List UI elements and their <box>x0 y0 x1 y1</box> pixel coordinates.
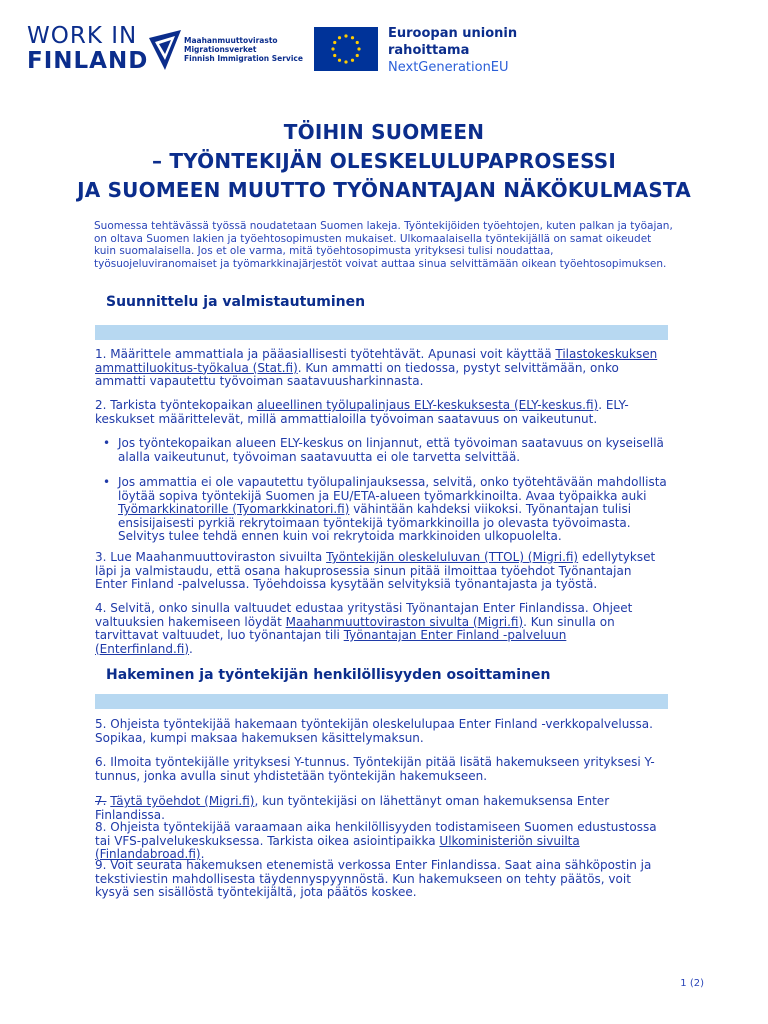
eu-star-icon <box>331 47 334 50</box>
section-heading-planning: Suunnittelu ja valmistautuminen <box>106 294 366 310</box>
eu-line2: rahoittama <box>388 43 470 58</box>
ely-keskus-link[interactable]: alueellinen työlupalinjaus ELY-keskuksesta (ELY-keskus.fi) <box>256 398 599 412</box>
eu-star-icon <box>351 36 354 39</box>
eu-line3: NextGenerationEU <box>388 60 509 75</box>
step-2 <box>95 399 667 426</box>
eu-star-icon <box>351 59 354 62</box>
step-7 <box>95 795 667 822</box>
title-line2: – TYÖNTEKIJÄN OLESKELULUPAPROSESSI <box>151 149 617 173</box>
step-1-text-b: . Kun ammatti on tiedossa, pystyt selvittämään, onko ammatti vapautettu työvoiman saatavuusharkinnasta. <box>95 360 619 388</box>
bullet-1-text: Jos työntekopaikan alueen ELY-keskus on linjannut, että työvoiman saatavuus on kyseisellä alalla vaikeutunut, työvoiman saatavuutta ei ole tarvetta selvittää. <box>118 436 664 464</box>
eu-star-icon <box>333 41 336 44</box>
work-in-finland-logo <box>27 24 148 74</box>
eu-star-icon <box>356 54 359 57</box>
step-3-text-a: 3. Lue Maahanmuuttoviraston sivuilta <box>95 550 327 564</box>
step-4-text-a: 4. Selvitä, onko sinulla valtuudet edustaa yritystäsi Työnantajan Enter Finlandissa. Ohjeet valtuuksien hakemiseen löydät <box>95 601 633 629</box>
step-2-bullet-list <box>95 437 667 554</box>
migri-logo-icon <box>147 28 183 72</box>
migri-line1: Maahanmuuttovirasto <box>184 36 278 45</box>
list-item <box>95 476 667 544</box>
bullet-2-text-b: vähintään kahdeksi viikoksi. Työnantajan tulisi ensisijaisesti pyrkiä rekrytoimaan työntekijä työmarkkinoilla jo olevasta työvoimasta. Selvitys tulee tehdä ennen kuin voi rekrytoida markkinoiden ulkopuolelta. <box>118 502 632 543</box>
page-header <box>0 0 768 100</box>
step-9: 9. Voit seurata hakemuksen etenemistä verkossa Enter Finlandissa. Saat aina sähköpostin ja tekstiviestin mahdollisesta täydennyspyynnöstä. Kun hakemukseen on tehty päätös, voit kysyä sen sisällöstä työntekijältä, jota päätös koskee. <box>95 858 652 899</box>
step-7-number: 7. <box>95 794 107 808</box>
step-4-text-b: . Kun sinulla on tarvittavat valtuudet, luo työnantajan tili <box>95 614 615 642</box>
logo-line1: WORK IN <box>27 23 138 49</box>
step-2-text-a: 2. Tarkista työntekopaikan <box>95 398 257 412</box>
document-title <box>0 118 768 205</box>
step-2-text-b: . ELY-keskukset määrittelevät, millä ammattialoilla työvoiman saatavuus on vaikeutunut. <box>95 398 629 426</box>
eu-star-icon <box>356 41 359 44</box>
migri-line2: Migrationsverket <box>184 45 257 54</box>
step-3 <box>95 551 667 592</box>
migri-line3: Finnish Immigration Service <box>184 54 303 63</box>
bullet-2-text-a: Jos ammattia ei ole vapautettu työlupalinjauksessa, selvitä, onko työtehtävään mahdollista löytää sopiva työntekijä Suomen ja EU/ETA-alueen työmarkkinoilta. Avaa työpaikka auki <box>118 475 667 503</box>
step-8-text-b: . <box>200 847 205 861</box>
tyomarkkinatori-link[interactable]: Työmarkkinatorille (Tyomarkkinatori.fi) <box>118 502 350 516</box>
eu-line1: Euroopan unionin <box>388 26 518 41</box>
section-heading-application: Hakeminen ja työntekijän henkilöllisyyden osoittaminen <box>106 667 551 683</box>
step-7-text-b: , kun työntekijäsi on lähettänyt oman hakemuksensa Enter Finlandissa. <box>95 794 610 822</box>
stat-fi-link[interactable]: Tilastokeskuksen ammattiluokitus-työkalua (Stat.fi) <box>95 347 658 375</box>
section-divider-bar <box>95 325 668 340</box>
eu-star-icon <box>333 54 336 57</box>
eu-star-icon <box>338 36 341 39</box>
step-8 <box>95 821 667 862</box>
eu-star-icon <box>338 59 341 62</box>
logo-line2: FINLAND <box>27 48 149 74</box>
title-line3: JA SUOMEEN MUUTTO TYÖNANTAJAN NÄKÖKULMASTA <box>77 178 691 202</box>
finlandabroad-link[interactable]: Ulkoministeriön sivuilta (Finlandabroad.fi) <box>95 833 580 861</box>
step-8-text-a: 8. Ohjeista työntekijää varaamaan aika henkilöllisyyden todistamiseen Suomen edustustossa tai VFS-palvelukeskuksessa. Tarkista oikea asiointipaikka <box>95 820 657 848</box>
list-item <box>95 437 667 464</box>
migri-logo-text <box>184 36 303 63</box>
eu-star-icon <box>344 34 347 37</box>
step-4 <box>95 602 667 656</box>
migri-authorization-link[interactable]: Maahanmuuttoviraston sivulta (Migri.fi) <box>285 614 524 629</box>
step-5: 5. Ohjeista työntekijää hakemaan työntekijän oleskelulupaa Enter Finland -verkkopalvelussa. Sopikaa, kumpi maksaa hakemuksen käsittelymaksun. <box>95 717 653 745</box>
title-line1: TÖIHIN SUOMEEN <box>283 120 485 144</box>
section-divider-bar <box>95 694 668 709</box>
eu-funding-text <box>388 25 517 76</box>
eu-flag-icon <box>314 27 378 71</box>
step-6: 6. Ilmoita työntekijälle yrityksesi Y-tunnus. Työntekijän pitää lisätä hakemukseen yrityksesi Y-tunnus, jonka avulla sinut yhdistetään työntekijän hakemukseen. <box>95 755 655 783</box>
step-1-text-a: 1. Määrittele ammattiala ja pääasiallisesti työtehtävät. Apunasi voit käyttää <box>95 347 556 361</box>
migri-terms-link[interactable]: Täytä työehdot (Migri.fi) <box>110 794 255 808</box>
migri-ttol-link[interactable]: Työntekijän oleskeluluvan (TTOL) (Migri.fi) <box>326 550 579 564</box>
eu-star-icon <box>344 60 347 63</box>
eu-star-icon <box>357 47 360 50</box>
intro-paragraph: Suomessa tehtävässä työssä noudatetaan Suomen lakeja. Työntekijöiden työehtojen, kuten palkan ja työajan, on oltava Suomen lakien ja työehtosopimusten mukaiset. Ulkomaalaisella työntekijällä on samat oikeudet kuin suomalaisella. Jos et ole varma, mitä työehtosopimusta yrityksesi tulisi noudattaa, työsuojeluviranomaiset ja työmarkkinajärjestöt voivat auttaa sinua selvittämään oikean työehtosopimuksen. <box>94 220 673 270</box>
step-4-text-c: . <box>189 641 193 656</box>
step-1 <box>95 348 667 389</box>
step-3-text-b: edellytykset läpi ja valmistaudu, että osana hakuprosessia sinun pitää ilmoittaa työehdot Työnantajan Enter Finland -palvelussa. Työehdoissa kysytään selvityksiä työnantajasta ja työstä. <box>95 550 656 591</box>
enterfinland-employer-link[interactable]: Työnantajan Enter Finland -palveluun (Enterfinland.fi) <box>95 628 567 656</box>
page-number: 1 (2) <box>680 978 704 989</box>
